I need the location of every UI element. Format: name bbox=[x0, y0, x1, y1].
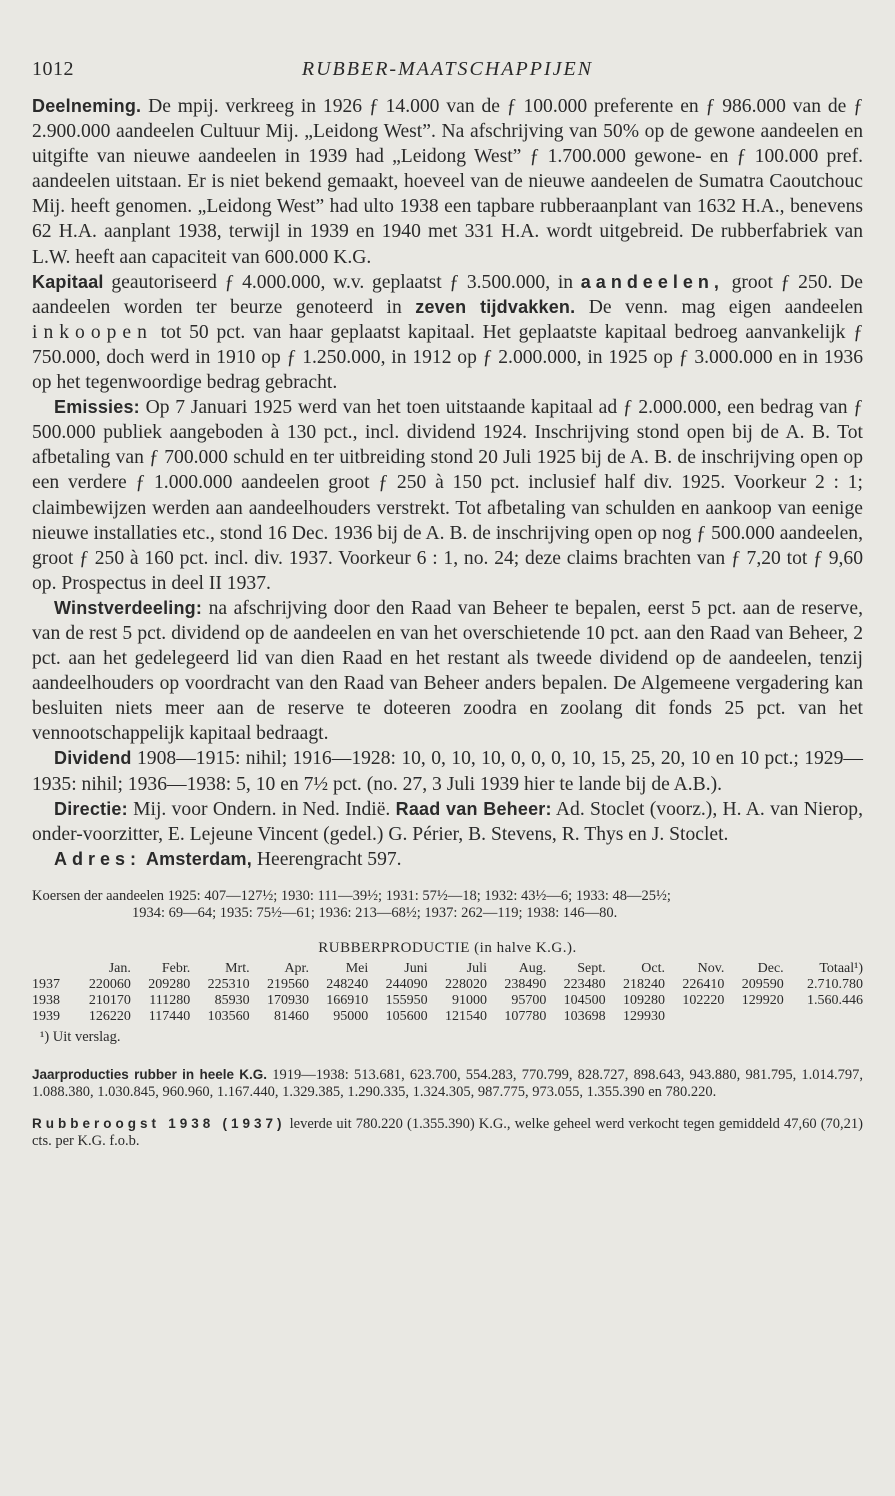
table-cell: 95000 bbox=[333, 1008, 369, 1024]
header-cell-mei: Mei bbox=[345, 960, 369, 976]
directie-text: Mij. voor Ondern. in Ned. Indië. bbox=[133, 798, 391, 820]
table-cell: 103560 bbox=[207, 1008, 250, 1024]
table-cell: 166910 bbox=[326, 992, 369, 1008]
header-cell-totaal: Totaal¹) bbox=[819, 960, 863, 976]
table-cell: 102220 bbox=[682, 992, 725, 1008]
table-row bbox=[32, 977, 863, 993]
header-cell-mrt: Mrt. bbox=[225, 960, 250, 976]
table-cell: 103698 bbox=[563, 1008, 606, 1024]
table-cell: 155950 bbox=[385, 992, 428, 1008]
directie-paragraph bbox=[32, 797, 863, 847]
header-cell-empty bbox=[32, 961, 72, 977]
table-cell: 85930 bbox=[214, 992, 250, 1008]
table-cell: 218240 bbox=[623, 976, 665, 992]
table-cell: 121540 bbox=[444, 1008, 487, 1024]
table-cell: 107780 bbox=[504, 1008, 547, 1024]
dividend-label: Dividend bbox=[54, 748, 132, 769]
raad-van-beheer-label: Raad van Beheer: bbox=[395, 798, 552, 819]
page-header bbox=[32, 58, 863, 94]
header-cell-dec: Dec. bbox=[757, 960, 784, 976]
table-row bbox=[32, 993, 863, 1009]
rubberoogst-text: leverde uit 780.220 (1.355.390) K.G., welke geheel werd verkocht tegen gemiddeld 47,60 (70,21) cts. per K.G. f.o.b. bbox=[32, 1116, 864, 1150]
table-cell: 223480 bbox=[563, 976, 606, 992]
running-head: RUBBER-MAATSCHAPPIJEN bbox=[301, 58, 594, 80]
deelneming-text: De mpij. verkreeg in 1926 ƒ 14.000 van de ƒ 100.000 preferente en ƒ 986.000 van de ƒ 2.900.000 aandeelen Cultuur Mij. „Leidong West”. Na afschrijving van 50% op de gewone aandeelen en uitgifte van nieuwe aandeelen in 1939 had „Leidong West” ƒ 1.700.000 gewone- en ƒ 100.000 pref. aandeelen uitstaan. Er is niet bekend gemaakt, hoeveel van de nieuwe aandeelen de Sumatra Caoutchouc Mij. heeft genomen. „Leidong West” had ulto 1938 een tapbare rubberaanplant van 1632 H.A., benevens 62 H.A. aanplant 1938, terwijl in 1939 en 1940 met 331 H.A. wordt uitgebreid. De rubberfabriek van L.W. heeft aan capaciteit van 600.000 K.G. bbox=[32, 96, 864, 268]
koersen-line-1: Koersen der aandeelen 1925: 407—127½; 1930: 111—39½; 1931: 57½—18; 1932: 43½—6; 1933: 48—25½; bbox=[32, 887, 671, 904]
adres-label: Adres: bbox=[54, 848, 142, 869]
table-cell: 95700 bbox=[511, 992, 547, 1008]
table-cell bbox=[784, 1009, 863, 1025]
table-cell: 248240 bbox=[326, 976, 369, 992]
table-cell: 105600 bbox=[385, 1008, 428, 1024]
table-cell bbox=[665, 1009, 724, 1025]
productie-title: RUBBERPRODUCTIE (in halve K.G.). bbox=[318, 939, 577, 956]
table-cell: 219560 bbox=[266, 976, 309, 992]
deelneming-label: Deelneming. bbox=[32, 96, 142, 116]
koersen-block bbox=[32, 888, 863, 922]
table-cell: 1937 bbox=[32, 976, 60, 992]
table-cell: 109280 bbox=[623, 992, 665, 1008]
table-cell: 1938 bbox=[32, 992, 60, 1008]
header-cell-jan: Jan. bbox=[108, 960, 131, 976]
table-cell: 225310 bbox=[207, 976, 250, 992]
header-cell-febr: Febr. bbox=[161, 960, 191, 976]
header-cell-apr: Apr. bbox=[284, 960, 309, 976]
productie-header-row bbox=[32, 961, 863, 977]
table-cell: 210170 bbox=[88, 992, 131, 1008]
table-cell: 117440 bbox=[148, 1008, 191, 1024]
rubberoogst-paragraph bbox=[32, 1115, 863, 1150]
productie-table bbox=[32, 961, 863, 1025]
winstverdeeling-paragraph bbox=[32, 596, 863, 747]
table-cell: 2.710.780 bbox=[807, 976, 863, 992]
table-cell: 238490 bbox=[504, 976, 547, 992]
table-cell: 209590 bbox=[741, 976, 784, 992]
raad-van-beheer-text: Ad. Stoclet (voorz.), H. A. van Nierop, onder-voorzitter, E. Lejeune Vincent (gedel.) G. Périer, B. Stevens, R. Thys en J. Stoclet. bbox=[32, 798, 863, 845]
kapitaal-text-4: tot 50 pct. van haar geplaatst kapitaal. Het geplaatste kapitaal bedroeg aanvankelijk ƒ 750.000, doch werd in 1910 op ƒ 1.250.000, in 1912 op ƒ 2.000.000, in 1925 op ƒ 3.000.000 en in 1936 op het tegenwoordige bedrag gebracht. bbox=[32, 321, 863, 394]
table-cell: 91000 bbox=[451, 992, 487, 1008]
table-cell: 129930 bbox=[623, 1008, 665, 1024]
table-cell: 244090 bbox=[385, 976, 428, 992]
page-number: 1012 bbox=[32, 58, 74, 80]
table-cell: 228020 bbox=[444, 976, 487, 992]
table-cell: 170930 bbox=[266, 992, 309, 1008]
table-row bbox=[32, 1009, 863, 1025]
header-cell-nov: Nov. bbox=[697, 960, 725, 976]
dividend-paragraph bbox=[32, 746, 863, 796]
header-cell-sept: Sept. bbox=[577, 960, 606, 976]
kapitaal-text-2: groot ƒ 250. De aandeelen worden ter beurze genoteerd in bbox=[32, 271, 863, 318]
table-cell: 1939 bbox=[32, 1008, 60, 1024]
jaarproducties-label: Jaarproducties rubber in heele K.G. bbox=[32, 1066, 268, 1082]
rubberoogst-label: Rubberoogst 1938 (1937) bbox=[32, 1116, 286, 1132]
adres-paragraph bbox=[32, 847, 863, 872]
table-cell: 81460 bbox=[273, 1008, 309, 1024]
table-cell bbox=[724, 1009, 783, 1025]
emissies-label: Emissies: bbox=[54, 397, 140, 418]
adres-street: Heerengracht 597. bbox=[256, 848, 402, 870]
kapitaal-text-3: De venn. mag eigen aandeelen bbox=[588, 296, 863, 318]
header-cell-oct: Oct. bbox=[641, 960, 665, 976]
kapitaal-paragraph bbox=[32, 270, 863, 395]
dividend-text: 1908—1915: nihil; 1916—1928: 10, 0, 10, 10, 0, 0, 0, 10, 15, 25, 20, 10 en 10 pct.; 1929—1935: nihil; 1936—1938: 5, 10 en 7½ pct. (no. 27, 3 Juli 1939 hier te lande bij de A.B.). bbox=[32, 748, 863, 795]
koersen-line-2: 1934: 69—64; 1935: 75½—61; 1936: 213—68½; 1937: 262—119; 1938: 146—80. bbox=[132, 904, 618, 921]
kapitaal-label: Kapitaal bbox=[32, 271, 104, 292]
winstverdeeling-text: na afschrijving door den Raad van Beheer te bepalen, eerst 5 pct. aan de reserve, van de rest 5 pct. dividend op de aandeelen en van het overschietende 10 pct. aan den Raad van Beheer, 2 pct. aan het gedelegeerd lid van dien Raad en het restant als tweede dividend op de aandeelen, tenzij aandeelhouders op voordracht van den Raad van Beheer anders bepalen. De Algemeene vergadering kan besluiten niets meer aan de reserve te doteeren zoodra en zoolang dit fonds 25 pct. van het vennootschappelijk kapitaal bedraagt. bbox=[32, 597, 863, 745]
table-cell: 209280 bbox=[148, 976, 191, 992]
kapitaal-zeven-tijdvakken: zeven tijdvakken. bbox=[415, 296, 576, 317]
header-cell-juli: Juli bbox=[466, 960, 487, 976]
table-cell: 129920 bbox=[741, 992, 784, 1008]
table-cell: 226410 bbox=[682, 976, 725, 992]
kapitaal-inkoopen: inkoopen bbox=[32, 321, 153, 343]
table-cell: 1.560.446 bbox=[807, 992, 863, 1008]
emissies-paragraph bbox=[32, 395, 863, 596]
kapitaal-aandeelen: aandeelen, bbox=[580, 271, 724, 292]
productie-footnote: ¹) Uit verslag. bbox=[40, 1028, 121, 1045]
header-cell-aug: Aug. bbox=[518, 960, 547, 976]
jaarproducties-text: 1919—1938: 513.681, 623.700, 554.283, 770.799, 828.727, 898.643, 943.880, 981.795, 1.014.797, 1.088.380, 1.030.845, 960.960, 1.167.440, 1.329.385, 1.290.335, 1.324.305, 987.775, 973.055, 1.355.390 en 780.220. bbox=[32, 1066, 864, 1100]
table-cell: 220060 bbox=[88, 976, 131, 992]
kapitaal-text-1: geautoriseerd ƒ 4.000.000, w.v. geplaatst ƒ 3.500.000, in bbox=[111, 271, 574, 293]
directie-label: Directie: bbox=[54, 798, 128, 819]
adres-city: Amsterdam, bbox=[145, 848, 252, 869]
table-cell: 126220 bbox=[88, 1008, 131, 1024]
header-cell-juni: Juni bbox=[404, 960, 428, 976]
emissies-text: Op 7 Januari 1925 werd van het toen uitstaande kapitaal ad ƒ 2.000.000, een bedrag van ƒ 500.000 publiek aangeboden à 130 pct., incl. dividend 1924. Inschrijving stond open bij de A. B. Tot afbetaling van ƒ 700.000 schuld en ter uitbreiding stond 20 Juli 1925 bij de A. B. de inschrijving open op een verdere ƒ 1.000.000 aandeelen groot ƒ 250 à 150 pct. inclusief half div. 1925. Voorkeur 2 : 1; claimbewijzen werden aan aandeelhouders verstrekt. Tot afbetaling van schulden en aankoop van eenige nieuwe installaties etc., stond 16 Dec. 1936 bij de A. B. de inschrijving open op nog ƒ 500.000 aandeelen, groot ƒ 250 à 160 pct. incl. div. 1937. Voorkeur 6 : 1, no. 24; deze claims brachten van ƒ 7,20 tot ƒ 9,60 op. Prospectus in deel II 1937. bbox=[32, 397, 863, 594]
article-body bbox=[32, 94, 863, 872]
deelneming-paragraph bbox=[32, 94, 863, 270]
table-cell: 111280 bbox=[149, 992, 191, 1008]
jaarproducties-paragraph bbox=[32, 1066, 863, 1101]
table-cell: 104500 bbox=[563, 992, 606, 1008]
winstverdeeling-label: Winstverdeeling: bbox=[54, 597, 203, 618]
